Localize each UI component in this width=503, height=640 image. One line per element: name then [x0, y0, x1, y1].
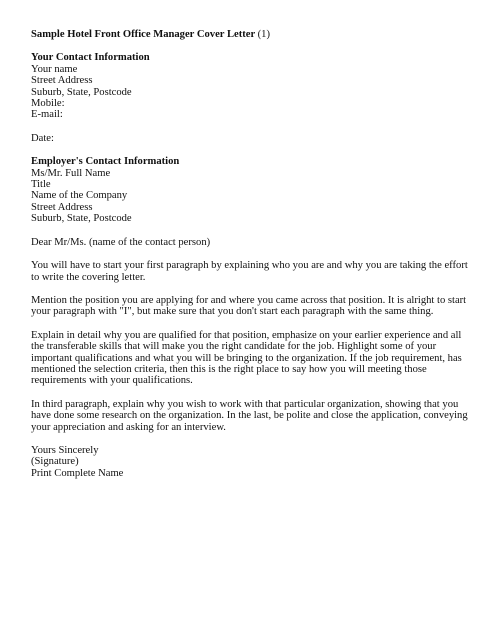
cover-letter — [31, 29, 471, 479]
employer-line: Street Address — [31, 201, 93, 213]
print-name-line: Print Complete Name — [31, 467, 124, 479]
your-contact-heading: Your Contact Information — [31, 52, 150, 64]
salutation: Dear Mr/Ms. (name of the contact person) — [31, 236, 211, 248]
title-text: Sample Hotel Front Office Manager Cover Letter — [31, 29, 255, 40]
contact-line: Suburb, State, Postcode — [31, 86, 132, 98]
body-paragraph: Explain in detail why you are qualified for that position, emphasize on your earlier experience and all the transferable skills that will make you the right candidate for the job. Highlight some of your important qualifications and what you will be bringing to the organization. If the job requirement, has mentioned the selection criteria, then this is the right place to say how you will meeting those requirements with your qualifications. — [31, 329, 462, 387]
contact-line: Street Address — [31, 75, 93, 87]
signature-line: (Signature) — [31, 456, 79, 468]
contact-line: Mobile: — [31, 98, 65, 110]
closing-line: Yours Sincerely — [31, 444, 99, 456]
employer-contact-block — [31, 156, 471, 224]
body-paragraph: You will have to start your first paragraph by explaining who you are and why you are taking the effort to write the covering letter. — [31, 260, 468, 283]
document-title — [31, 29, 471, 40]
employer-line: Name of the Company — [31, 190, 128, 202]
date-line: Date: — [31, 132, 54, 144]
your-contact-block — [31, 52, 471, 120]
employer-line: Ms/Mr. Full Name — [31, 167, 111, 179]
contact-line: E-mail: — [31, 109, 63, 121]
body-paragraph: Mention the position you are applying for and where you came across that position. It is alright to start your paragraph with "I", but make sure that you don't start each paragraph with the same thing. — [31, 294, 467, 318]
employer-line: Suburb, State, Postcode — [31, 213, 132, 225]
body-paragraph: In third paragraph, explain why you wish to work with that particular organization, showing that you have done some research on the organization. In the last, be polite and close the application, conveying your appreciation and asking for an interview. — [31, 398, 468, 433]
closing-block — [31, 445, 471, 479]
employer-line: Title — [31, 179, 51, 191]
contact-line: Your name — [31, 63, 78, 75]
title-number: (1) — [257, 29, 270, 40]
employer-contact-heading: Employer's Contact Information — [31, 156, 180, 168]
